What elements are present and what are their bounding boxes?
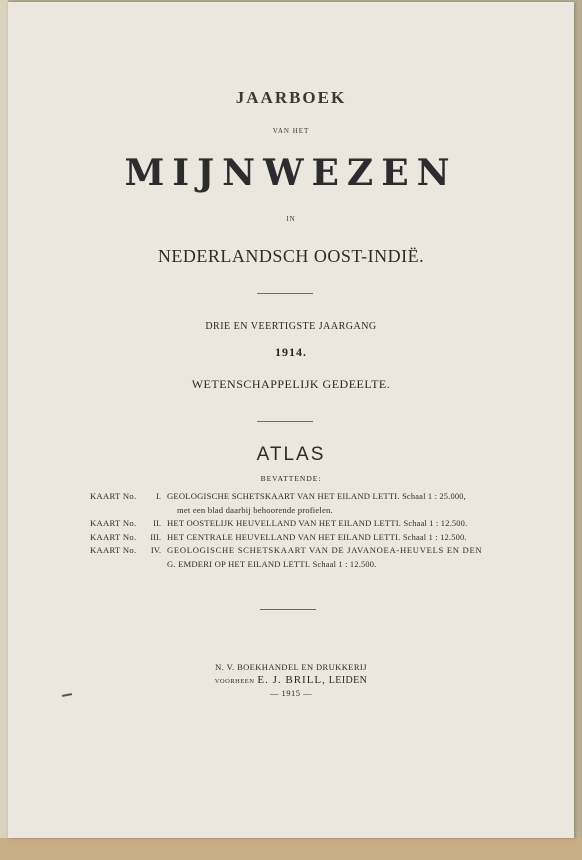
divider-rule bbox=[260, 609, 316, 610]
atlas-title: ATLAS bbox=[256, 444, 326, 465]
map-description: HET CENTRALE HEUVELLAND VAN HET EILAND LETTI. Schaal 1 : 12.500. bbox=[167, 531, 467, 542]
title-nederlandsch-oost-indie: NEDERLANDSCH OOST-INDIË. bbox=[157, 246, 425, 266]
map-description: HET OOSTELIJK HEUVELLAND VAN HET EILAND LETTI. Schaal 1 : 12.500. bbox=[167, 518, 468, 528]
map-list bbox=[90, 490, 500, 571]
page-edge bbox=[0, 0, 8, 838]
part-text: WETENSCHAPPELIJK GEDEELTE. bbox=[191, 377, 391, 391]
divider-rule bbox=[257, 421, 313, 422]
map-description-cont: G. EMDERI OP HET EILAND LETTI. Schaal 1 : 12.500. bbox=[167, 558, 377, 569]
cover-bottom-strip bbox=[0, 838, 582, 860]
map-entry bbox=[90, 544, 500, 558]
map-description: GEOLOGISCHE SCHETSKAART VAN HET EILAND LETTI. Schaal 1 : 25.000, bbox=[167, 491, 466, 501]
atlas-subtitle: BEVATTENDE: bbox=[260, 474, 322, 483]
year-text: 1914. bbox=[275, 345, 307, 359]
volume-text: DRIE EN VEERTIGSTE JAARGANG bbox=[205, 321, 377, 332]
map-description: GEOLOGISCHE SCHETSKAART VAN DE JAVANOEA-HEUVELS EN DEN bbox=[167, 545, 483, 555]
map-prefix: KAART No. bbox=[90, 545, 137, 555]
map-number: II. bbox=[153, 518, 161, 528]
map-note: met een blad daarbij behoorende profielen. bbox=[177, 504, 333, 515]
map-entry bbox=[90, 517, 500, 531]
map-scale: Schaal 1 : 12.500. bbox=[403, 519, 468, 528]
map-number: III. bbox=[150, 531, 161, 542]
divider-rule bbox=[257, 293, 313, 294]
title-jaarboek: JAARBOEK bbox=[235, 88, 347, 107]
map-entry-cont bbox=[90, 558, 500, 572]
map-prefix: KAART No. bbox=[90, 518, 137, 528]
map-entry-note bbox=[90, 504, 500, 518]
map-entry bbox=[90, 490, 500, 504]
map-scale: Schaal 1 : 25.000, bbox=[402, 492, 466, 501]
map-prefix: KAART No. bbox=[90, 531, 137, 542]
map-entry bbox=[90, 531, 500, 545]
publisher-name: VOORHEEN E. J. BRILL, LEIDEN bbox=[214, 674, 368, 686]
title-in: IN bbox=[286, 215, 296, 223]
map-number: IV. bbox=[150, 545, 161, 555]
publication-year: — 1915 — bbox=[269, 688, 313, 698]
map-number: I. bbox=[155, 491, 161, 501]
map-prefix: KAART No. bbox=[90, 491, 137, 501]
map-scale: Schaal 1 : 12.500. bbox=[402, 532, 467, 542]
title-mijnwezen: MIJNWEZEN bbox=[124, 152, 458, 194]
title-van-het: VAN HET bbox=[272, 127, 310, 135]
map-scale: Schaal 1 : 12.500. bbox=[312, 559, 377, 569]
title-page bbox=[8, 2, 574, 838]
publisher-line: N. V. BOEKHANDEL EN DRUKKERIJ bbox=[215, 662, 367, 672]
